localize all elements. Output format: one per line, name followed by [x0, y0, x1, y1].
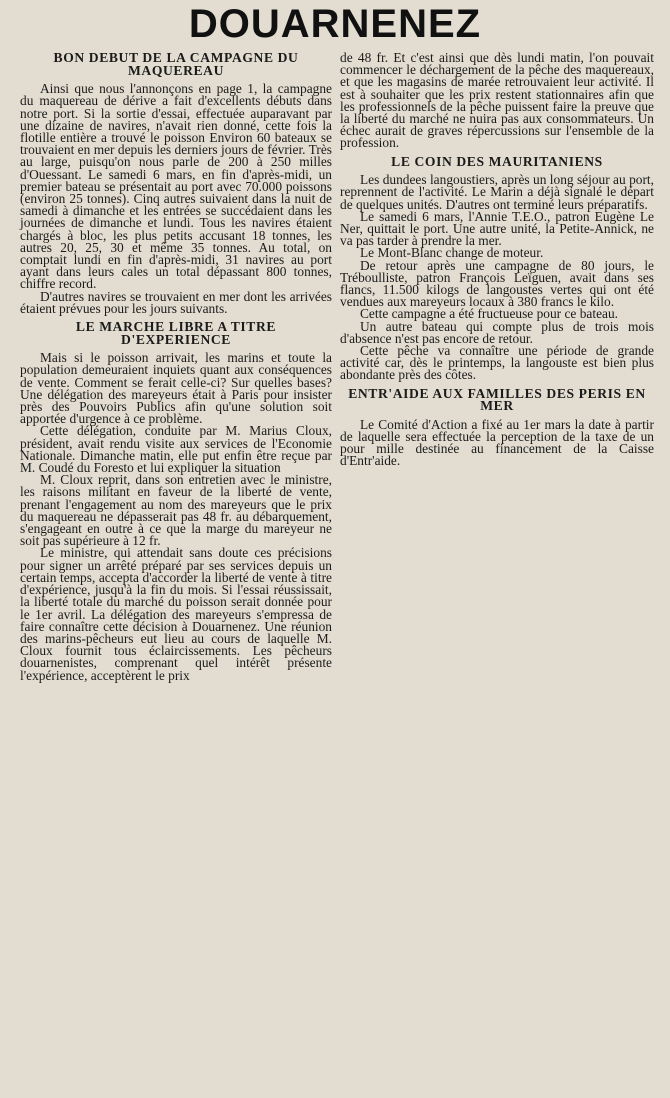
article-paragraph: Les dundees langoustiers, après un long séjour au port, reprennent de l'activité. Le Marin a déjà signalé le départ de quelques unités. D'autres ont terminé leurs préparatifs. [340, 172, 654, 212]
masthead [0, 0, 670, 44]
article-paragraph: Cette campagne a été fructueuse pour ce bateau. [360, 306, 619, 322]
article-paragraph: Un autre bateau qui compte plus de trois mois d'absence n'est pas encore de retour. [340, 318, 654, 346]
article-paragraph: De retour après une campagne de 80 jours, le Tréboulliste, patron François Leïguen, avait dans ses flancs, 11.500 kilogs de langoustes vertes qui ont été vendues aux mareyeurs locaux à 380 francs le kilo. [340, 257, 654, 310]
article-headline: BON DEBUT DE LA CAMPAGNE DU MAQUEREAU [53, 50, 299, 78]
article-headline: ENTR'AIDE AUX FAMILLES DES PERIS EN MER [348, 385, 646, 414]
article-paragraph: Le Mont-Blanc change de moteur. [360, 245, 544, 261]
article-paragraph: Cette pêche va connaître une période de grande activité car, dès le printemps, la langouste est bien plus abondante près des côtes. [340, 343, 654, 383]
article-paragraph: M. Cloux reprit, dans son entretien avec le ministre, les raisons militant en faveur de la liberté de vente, prenant l'engagement au nom des mareyeurs que le prix du maquereau ne dépasserait pas 48 fr. au débarquement, s'engageant en outre à ce que la marge du mareyeur ne soit pas supérieure à 12 fr. [20, 472, 332, 549]
article-paragraph: Le samedi 6 mars, l'Annie T.E.O., patron Eugène Le Ner, quittait le port. Une autre unité, la Petite-Annick, ne va pas tarder à prendre la mer. [340, 208, 654, 249]
article-paragraph: Ainsi que nous l'annonçons en page 1, la campagne du maquereau de dérive a fait d'excellents débuts dans notre port. Si la sortie d'essai, effectuée auparavant par une dizaine de navires, n'avait rien donné, cette fois la flotille entière a trouvé le poisson Environ 60 bateaux se trouvaient en mer depuis les derniers jours de février. Très au large, puisqu'on nous parle de 200 à 250 milles d'Ouessant. Le samedi 6 mars, en fin d'après-midi, un premier bateau se présentait au port avec 70.000 poissons (environ 25 tonnes). Cinq autres suivaient dans la nuit de samedi à dimanche et les entrées se succédaient dans les journées de dimanche et lundi. Tous les navires étaient chargés à bloc, les plus petits accusant 18 tonnes, les autres 20, 25, 30 et même 35 tonnes. Au total, on comptait lundi en fin d'après-midi, 31 navires au port ayant dans leurs cales un total dépassant 800 tonnes, chiffre record. [20, 81, 332, 292]
right-column [340, 52, 654, 468]
article-headline: LE MARCHE LIBRE A TITRE D'EXPERIENCE [75, 319, 277, 347]
article-continuation: de 48 fr. Et c'est ainsi que dès lundi matin, l'on pouvait commencer le déchargement de la pêche des maquereaux, et que les magasins de marée retrouvaient leur activité. Il est à souhaiter que les prix restent stationnaires afin que les professionnels de la pêche puissent faire la preuve que la liberté du marché ne nuira pas aux consommateurs. Un échec aurait de graves répercussions sur l'ensemble de la profession. [340, 50, 654, 151]
article-paragraph: D'autres navires se trouvaient en mer dont les arrivées étaient prévues pour les jours suivants. [20, 288, 332, 316]
article-paragraph: Le Comité d'Action a fixé au 1er mars la date à partir de laquelle sera effectuée la perception de la taxe de un pour mille destinée au financement de la Caisse d'Entr'aide. [340, 416, 654, 469]
masthead-title: DOUARNENEZ [188, 2, 482, 46]
article-paragraph: Le ministre, qui attendait sans doute ces précisions pour signer un arrêté préparé par ses services depuis un certain temps, accepta d'accorder la liberté de vente à titre d'expérience, jusqu'à la fin du mois. Si l'essai réussissait, la liberté totale du marché du poisson serait donnée pour le 1er avril. La délégation des mareyeurs s'empressa de faire connaître cette décision à Douarnenez. Une réunion des marins-pêcheurs eut lieu au cours de laquelle M. Cloux fournit tous éclaircissements. Les pêcheurs douarnenistes, comprenant quel intérêt présente l'expérience, acceptèrent le prix [20, 545, 332, 683]
article-paragraph: Mais si le poisson arrivait, les marins et toute la population demeuraient inquiets quant aux conséquences de vente. Comment se ferait celle-ci? Sur quelles bases? Une délégation des mareyeurs était à Paris pour insister près des Pouvoirs Publics afin qu'une solution soit apportée d'urgence à ce problème. [20, 350, 332, 427]
left-column [20, 52, 332, 682]
article-paragraph: Cette délégation, conduite par M. Marius Cloux, président, avait rendu visite aux services de l'Economie Nationale. Dimanche matin, elle put enfin être reçue par M. Coudé du Foresto et lui expliquer la situation [20, 423, 332, 476]
article-headline: LE COIN DES MAURITANIENS [391, 153, 603, 169]
